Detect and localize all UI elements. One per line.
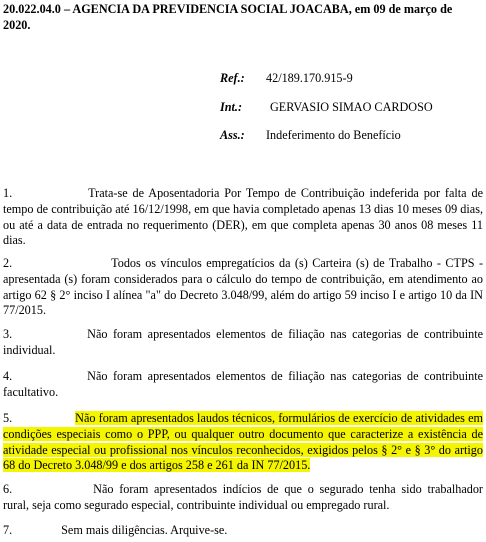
interested-line <box>220 100 480 116</box>
paragraph-number: 2. <box>3 256 13 270</box>
highlighted-paragraph-text: Não foram apresentados laudos técnicos, formulários de exercício de atividades em condições especiais como o PPP, ou qualquer outro documento que caracterize a existência de atividade especial ou profissional nos vínculos reconhecidos, exigidos pelos § 2° e § 3° do artigo 68 do Decreto 3.048/99 e dos artigos 258 e 261 da IN 77/2015. <box>3 411 483 473</box>
paragraph-text: Não foram apresentados indícios de que o segurado tenha sido trabalhador rural, seja como segurado especial, contribuinte individual ou empregado rural. <box>3 482 483 512</box>
paragraph-number: 5. <box>3 411 13 425</box>
paragraph-1 <box>3 186 483 249</box>
paragraph-text: Sem mais diligências. Arquive-se. <box>61 523 228 537</box>
paragraph-number: 3. <box>3 327 13 341</box>
paragraph-3 <box>3 327 483 359</box>
paragraph-text: Trata-se de Aposentadoria Por Tempo de Contribuição indeferida por falta de tempo de contribuição até 16/12/1998, em que havia completado apenas 13 dias 10 meses 09 dias, ou até a data de entrada no requerimento (DER), em que completa apenas 30 anos 08 meses 11 dias. <box>3 186 483 248</box>
paragraph-number: 1. <box>3 186 13 200</box>
interested-label: Int.: <box>220 100 243 114</box>
subject-line <box>220 128 480 144</box>
paragraph-7 <box>3 523 483 539</box>
paragraph-text: Não foram apresentados elementos de filiação nas categorias de contribuinte facultativo. <box>3 369 483 399</box>
document-header: 20.022.04.0 – AGENCIA DA PREVIDENCIA SOCIAL JOACABA, em 09 de março de 2020. <box>3 2 453 32</box>
reference-label: Ref.: <box>220 71 245 85</box>
paragraph-text: Todos os vínculos empregatícios da (s) Carteira (s) de Trabalho - CTPS - apresentada (s) foram considerados para o cálculo do tempo de contribuição, em atendimento ao artigo 62 § 2° inciso I alínea "a" do Decreto 3.048/99, além do artigo 59 inciso I e artigo 10 da IN 77/2015. <box>3 256 483 318</box>
paragraph-text: Não foram apresentados elementos de filiação nas categorias de contribuinte individual. <box>3 327 483 357</box>
reference-value: 42/189.170.915-9 <box>266 71 353 85</box>
subject-value: Indeferimento do Benefício <box>266 128 401 142</box>
paragraph-number: 4. <box>3 369 13 383</box>
paragraph-6 <box>3 482 483 514</box>
paragraph-5 <box>3 411 483 474</box>
paragraph-4 <box>3 369 483 401</box>
interested-value: GERVASIO SIMAO CARDOSO <box>270 100 433 114</box>
reference-line <box>220 71 480 87</box>
paragraph-2 <box>3 256 483 319</box>
subject-label: Ass.: <box>220 128 245 142</box>
paragraph-number: 6. <box>3 482 13 496</box>
paragraph-number: 7. <box>3 523 13 537</box>
